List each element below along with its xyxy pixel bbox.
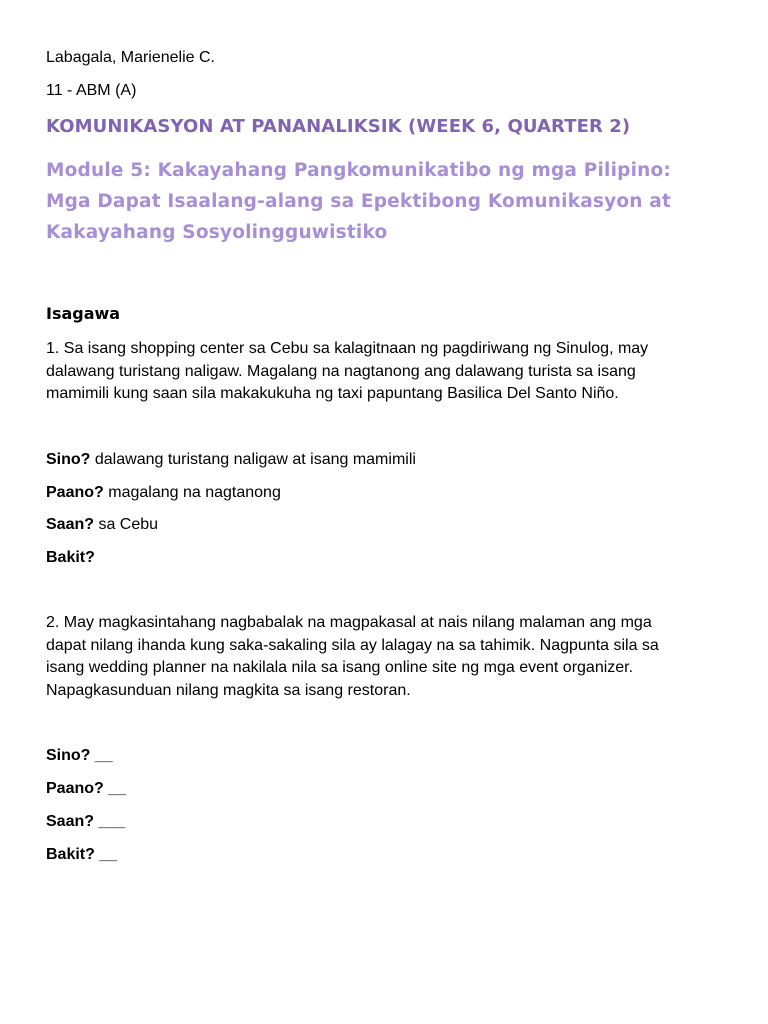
item-2-paano — [46, 778, 126, 800]
section-heading: Isagawa — [46, 304, 121, 323]
item-1-paragraph — [46, 338, 736, 406]
document-title: KOMUNIKASYON AT PANANALIKSIK (WEEK 6, QUARTER 2) — [46, 116, 631, 137]
item-1-sino-label: Sino? — [46, 451, 91, 468]
item-1-bakit — [46, 547, 95, 569]
student-section: 11 - ABM (A) — [46, 82, 137, 99]
item-1-line-1: 1. Sa isang shopping center sa Cebu sa kalagitnaan ng pagdiriwang ng Sinulog, may — [46, 340, 649, 357]
item-1-bakit-label: Bakit? — [46, 549, 95, 566]
item-1-paano-answer: magalang na nagtanong — [103, 484, 281, 501]
item-2-bakit — [46, 844, 117, 866]
module-title-line-3: Kakayahang Sosyolingguwistiko — [46, 222, 388, 243]
item-1-saan — [46, 514, 158, 536]
module-title-line-2: Mga Dapat Isaalang-alang sa Epektibong Komunikasyon at — [46, 191, 672, 212]
item-1-line-2: dalawang turistang naligaw. Magalang na nagtanong ang dalawang turista sa isang — [46, 362, 636, 380]
item-2-line-1: 2. May magkasintahang nagbabalak na magpakasal at nais nilang malaman ang mga — [46, 614, 652, 631]
item-2-bakit-label: Bakit? __ — [46, 846, 118, 863]
item-2-paano-label: Paano? __ — [46, 780, 127, 797]
item-2-saan-label: Saan? ___ — [46, 813, 126, 830]
item-2-sino — [46, 745, 113, 767]
item-2-sino-label: Sino? __ — [46, 747, 113, 764]
item-2-line-3: isang wedding planner na nakilala nila sa isang online site ng mga event organizer. — [46, 659, 634, 676]
item-2-line-4: Napagkasunduan nilang magkita sa isang restoran. — [46, 681, 411, 699]
module-title-line-1: Module 5: Kakayahang Pangkomunikatibo ng mga Pilipino: — [46, 160, 672, 181]
item-1-paano — [46, 482, 281, 504]
item-1-line-3: mamimili kung saan sila makakukuha ng taxi papuntang Basilica Del Santo Niño. — [46, 385, 619, 402]
item-2-paragraph — [46, 612, 736, 702]
module-title — [46, 155, 736, 248]
item-1-sino-answer: dalawang turistang naligaw at isang mamimili — [90, 451, 416, 468]
item-1-sino — [46, 449, 416, 471]
student-name: Labagala, Marienelie C. — [46, 49, 215, 66]
item-2-line-2: dapat nilang ihanda kung saka-sakaling sila ay lalagay na sa tahimik. Nagpunta sila sa — [46, 636, 659, 654]
item-2-saan — [46, 811, 125, 833]
item-1-saan-label: Saan? — [46, 516, 95, 533]
item-1-saan-answer: sa Cebu — [94, 516, 159, 533]
item-1-paano-label: Paano? — [46, 484, 104, 501]
